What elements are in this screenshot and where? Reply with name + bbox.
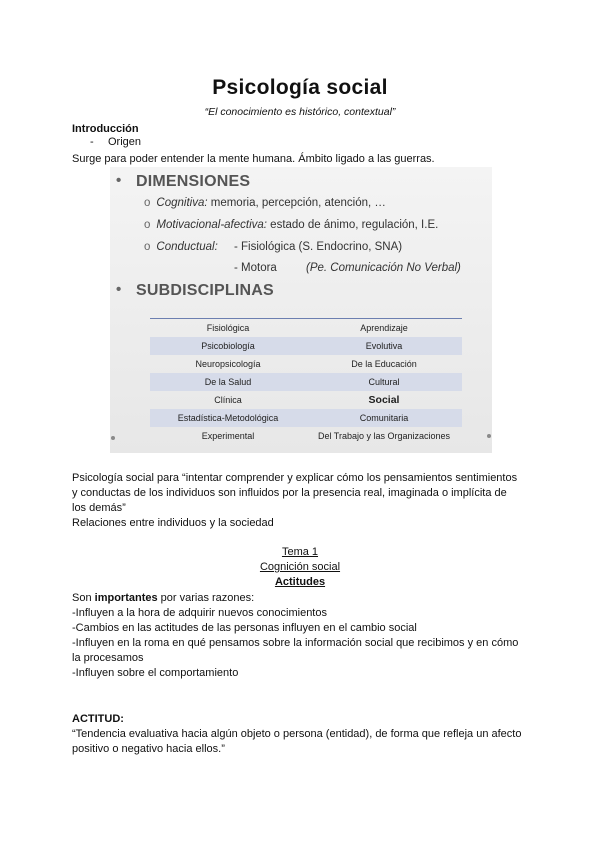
dimensions-slide-image: • DIMENSIONES o Cognitiva: memoria, percepción, atención, … o Motivacional-afectiva: estado de ánimo, regulación, I.E. o Conductual: - Fisiológica (S. Endocrino, SNA) - Motora (Pe. Comunicación No Verbal) • SUBDISCIPLINAS Fisiológica Aprendizaje Psicobiología Evolutiva Neuropsicología De la Educación De la Salud Cultural Clínica Social Estadística-Metodológica Comunitaria Experimental Del Trabajo y las Organizaciones (110, 167, 492, 453)
table-row: Experimental Del Trabajo y las Organizaciones (201, 431, 451, 441)
reason-item: -Influyen a la hora de adquirir nuevos conocimientos (72, 607, 327, 619)
conductual-motora: - Motora (234, 262, 277, 274)
table-row: Fisiológica Aprendizaje (206, 323, 408, 333)
cognitiva-label: Cognitiva: (156, 197, 208, 209)
reason-item: la procesamos (72, 652, 144, 664)
definition-line: y conductas de los individuos son influidos por la presencia real, imaginada o implícita de (72, 487, 507, 499)
dimension-motivacional: o Motivacional-afectiva: estado de ánimo, regulación, I.E. (144, 219, 439, 231)
intro-bullet: Origen (108, 136, 142, 148)
relations-line: Relaciones entre individuos y la sociedad (72, 517, 274, 529)
dimension-conductual: o Conductual: (144, 241, 218, 253)
reason-item: -Influyen en la roma en qué pensamos sobre la información social que recibimos y en cómo (72, 637, 519, 649)
intro-line: Surge para poder entender la mente humana. Ámbito ligado a las guerras. (72, 153, 435, 165)
definition-line: los demás” (72, 502, 126, 514)
reason-item: -Influyen sobre el comportamiento (72, 667, 239, 679)
actitudes-heading: Actitudes (274, 576, 326, 588)
table-row: Neuropsicología De la Educación (195, 359, 417, 369)
actitud-definition: “Tendencia evaluativa hacia algún objeto o persona (entidad), de forma que refleja un afecto (72, 728, 522, 740)
dimensiones-heading: DIMENSIONES (136, 173, 251, 190)
actitud-definition: positivo o negativo hacia ellos.” (72, 743, 225, 755)
actitud-heading: ACTITUD: (72, 713, 124, 725)
table-row: Estadística-Metodológica Comunitaria (150, 409, 462, 427)
document-title: Psicología social (212, 76, 388, 99)
subdisciplinas-heading: SUBDISCIPLINAS (136, 282, 274, 299)
motivacional-text: estado de ánimo, regulación, I.E. (266, 219, 439, 231)
definition-line: Psicología social para “intentar comprender y explicar cómo los pensamientos sentimientos (72, 472, 518, 484)
cognitiva-text: memoria, percepción, atención, … (207, 197, 386, 209)
dimension-cognitiva: o Cognitiva: memoria, percepción, atención, … (144, 197, 386, 209)
table-row: De la Salud Cultural (150, 373, 462, 391)
conductual-label: Conductual: (156, 241, 218, 253)
slide-corner-dot (111, 436, 115, 440)
reason-item: -Cambios en las actitudes de las personas influyen en el cambio social (72, 622, 417, 634)
conductual-motora-note: (Pe. Comunicación No Verbal) (306, 262, 461, 274)
table-row: Psicobiología Evolutiva (150, 337, 462, 355)
slide-corner-dot (487, 434, 491, 438)
intro-heading: Introducción (72, 123, 139, 135)
motivacional-label: Motivacional-afectiva: (156, 219, 267, 231)
reasons-intro: Son importantes por varias razones: (72, 592, 255, 604)
conductual-fisiologica: - Fisiológica (S. Endocrino, SNA) (234, 241, 403, 253)
cognicion-heading: Cognición social (259, 561, 341, 573)
table-row: Clínica Social (214, 394, 400, 406)
bullet-marker: - (90, 136, 94, 148)
tema-heading: Tema 1 (281, 546, 319, 558)
title-quote: “El conocimiento es histórico, contextual” (204, 106, 396, 118)
subdisciplines-table (150, 318, 462, 445)
